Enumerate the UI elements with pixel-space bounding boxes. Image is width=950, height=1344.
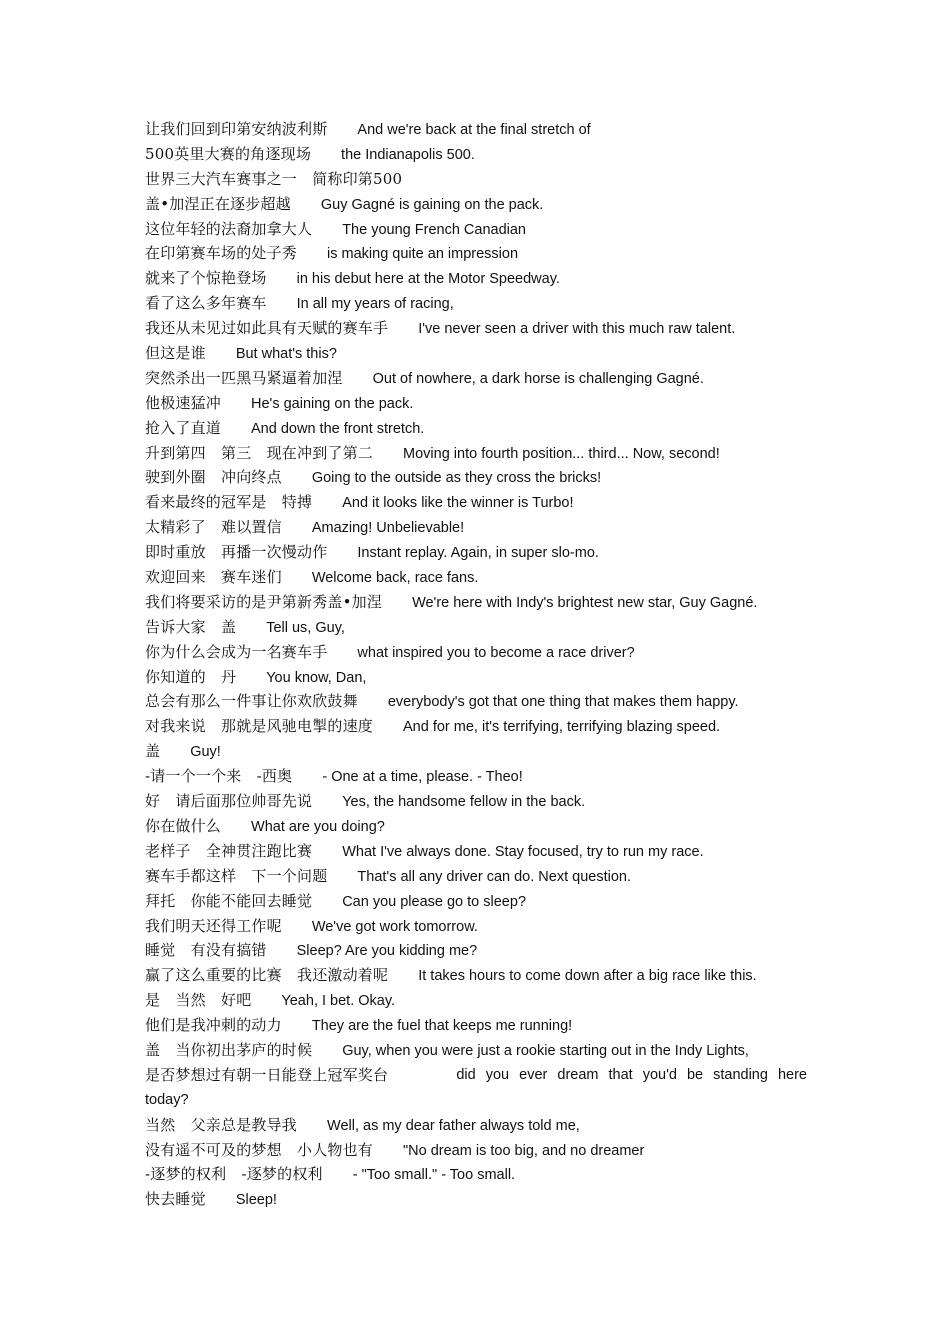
subtitle-line	[145, 366, 807, 391]
english-text: The young French Canadian	[342, 221, 526, 238]
chinese-text: 抢入了直道	[145, 418, 222, 437]
english-text: Guy Gagné is gaining on the pack.	[320, 196, 544, 213]
english-text: And it looks like the winner is Turbo!	[342, 495, 574, 512]
chinese-text: -请一个一个来 -西奥	[145, 767, 293, 786]
english-text: What are you doing?	[251, 818, 385, 835]
subtitle-line	[145, 391, 807, 416]
chinese-text: 让我们回到印第安纳波利斯	[145, 120, 328, 138]
subtitle-line	[145, 167, 807, 192]
subtitle-line	[145, 615, 807, 640]
english-text: is making quite an impression	[327, 246, 519, 263]
chinese-text: 看了这么多年赛车	[145, 294, 267, 313]
subtitle-line	[145, 1187, 807, 1212]
subtitle-line	[145, 1038, 807, 1063]
subtitle-line	[145, 515, 807, 540]
subtitle-line	[145, 914, 807, 939]
chinese-text: 对我来说 那就是风驰电掣的速度	[145, 717, 374, 736]
subtitle-line	[145, 764, 807, 789]
english-text: And we're back at the final stretch of	[357, 122, 591, 138]
subtitle-line	[145, 814, 807, 839]
english-text: In all my years of racing,	[296, 296, 454, 313]
subtitle-line	[145, 341, 807, 366]
chinese-text: 赛车手都这样 下一个问题	[145, 866, 328, 885]
chinese-text: 是 当然 好吧	[145, 991, 252, 1010]
subtitle-line	[145, 988, 807, 1013]
chinese-text: 我们明天还得工作呢	[145, 916, 282, 935]
subtitle-line	[145, 640, 807, 665]
chinese-text: 他极速猛冲	[145, 393, 222, 412]
chinese-text: 看来最终的冠军是 特搏	[145, 493, 313, 512]
chinese-text: 赢了这么重要的比赛 我还激动着呢	[145, 966, 389, 985]
english-text: what inspired you to become a race driver?	[357, 644, 635, 661]
chinese-text: 他们是我冲刺的动力	[145, 1016, 282, 1035]
english-text: Can you please go to sleep?	[342, 893, 527, 910]
subtitle-line	[145, 490, 807, 515]
english-text: Welcome back, race fans.	[311, 570, 479, 587]
subtitle-line	[145, 714, 807, 739]
subtitle-line	[145, 266, 807, 291]
english-text: You know, Dan,	[266, 669, 367, 686]
subtitle-line	[145, 938, 807, 963]
english-text: Guy!	[190, 744, 221, 761]
subtitle-line	[145, 142, 807, 167]
chinese-text: 拜托 你能不能回去睡觉	[145, 891, 313, 910]
chinese-text: 500英里大赛的角逐现场	[145, 144, 312, 163]
english-text: And for me, it's terrifying, terrifying blazing speed.	[403, 719, 721, 736]
english-text: Amazing! Unbelievable!	[311, 520, 465, 537]
english-text: We've got work tomorrow.	[311, 918, 478, 935]
chinese-text: 太精彩了 难以置信	[145, 518, 282, 537]
chinese-text: 这位年轻的法裔加拿大人	[145, 219, 313, 238]
english-text: We're here with Indy's brightest new star, Guy Gagné.	[412, 594, 758, 611]
chinese-text: 世界三大汽车赛事之一 简称印第500	[145, 169, 403, 188]
chinese-text: 好 请后面那位帅哥先说	[145, 792, 313, 811]
english-text: They are the fuel that keeps me running!	[311, 1018, 573, 1035]
chinese-text: 总会有那么一件事让你欢欣鼓舞	[145, 692, 358, 711]
chinese-text: 升到第四 第三 现在冲到了第二	[145, 443, 374, 462]
subtitle-line	[145, 1063, 807, 1088]
subtitle-line	[145, 889, 807, 914]
chinese-text: 欢迎回来 赛车迷们	[145, 568, 282, 587]
english-text: did you ever dream that you'd be standing here	[456, 1066, 807, 1083]
english-text: Guy, when you were just a rookie starting out in the Indy Lights,	[342, 1042, 749, 1059]
subtitle-line	[145, 864, 807, 889]
chinese-text: 我们将要采访的是尹第新秀盖•加涅	[145, 592, 383, 611]
subtitle-line	[145, 192, 807, 217]
subtitle-line	[145, 665, 807, 690]
subtitle-line	[145, 465, 807, 490]
english-text: That's all any driver can do. Next question.	[357, 868, 631, 885]
subtitle-line	[145, 590, 807, 615]
subtitle-line	[145, 416, 807, 441]
english-text: Moving into fourth position... third... Now, second!	[403, 445, 720, 462]
chinese-text: 在印第赛车场的处子秀	[145, 244, 298, 263]
english-text: - One at a time, please. - Theo!	[322, 769, 523, 786]
english-text: Well, as my dear father always told me,	[327, 1117, 580, 1134]
chinese-text: 突然杀出一匹黑马紧逼着加涅	[145, 368, 343, 387]
english-text: Sleep!	[235, 1192, 277, 1209]
subtitle-line-continuation	[145, 1088, 807, 1113]
english-text: He's gaining on the pack.	[251, 395, 414, 412]
subtitle-line	[145, 1013, 807, 1038]
chinese-text: 盖 当你初出茅庐的时候	[145, 1040, 313, 1059]
subtitle-line	[145, 963, 807, 988]
chinese-text: 但这是谁	[145, 344, 206, 363]
chinese-text: 盖•加涅正在逐步超越	[145, 194, 291, 213]
english-text: Yeah, I bet. Okay.	[281, 993, 396, 1010]
english-text: Instant replay. Again, in super slo-mo.	[357, 545, 599, 562]
chinese-text: 没有遥不可及的梦想 小人物也有	[145, 1140, 374, 1159]
english-text: Going to the outside as they cross the bricks!	[311, 470, 602, 487]
chinese-text: 我还从未见过如此具有天赋的赛车手	[145, 319, 389, 338]
chinese-text: 老样子 全神贯注跑比赛	[145, 841, 313, 860]
chinese-text: 盖	[145, 742, 161, 761]
english-text: But what's this?	[235, 346, 337, 363]
subtitle-line	[145, 1138, 807, 1163]
subtitle-line	[145, 241, 807, 266]
english-text: "No dream is too big, and no dreamer	[403, 1142, 645, 1159]
subtitle-line	[145, 739, 807, 764]
english-text: everybody's got that one thing that makes them happy.	[387, 694, 739, 711]
subtitle-line	[145, 217, 807, 242]
subtitle-line	[145, 291, 807, 316]
english-text: I've never seen a driver with this much raw talent.	[418, 321, 736, 338]
english-text: the Indianapolis 500.	[341, 146, 475, 163]
english-text: And down the front stretch.	[251, 420, 425, 437]
subtitle-list	[145, 117, 807, 1212]
subtitle-line	[145, 540, 807, 565]
chinese-text: 睡觉 有没有搞错	[145, 941, 267, 960]
english-text: Tell us, Guy,	[266, 619, 345, 636]
english-text: today?	[145, 1091, 189, 1108]
english-text: Sleep? Are you kidding me?	[296, 943, 478, 960]
subtitle-line	[145, 1113, 807, 1138]
english-text: Yes, the handsome fellow in the back.	[342, 794, 586, 811]
chinese-text: 你在做什么	[145, 816, 222, 835]
chinese-text: -逐梦的权利 -逐梦的权利	[145, 1165, 323, 1184]
chinese-text: 你知道的 丹	[145, 667, 237, 686]
subtitle-line	[145, 441, 807, 466]
english-text: Out of nowhere, a dark horse is challenging Gagné.	[372, 370, 704, 387]
english-text: in his debut here at the Motor Speedway.	[296, 271, 560, 288]
chinese-text: 即时重放 再播一次慢动作	[145, 543, 328, 562]
subtitle-line	[145, 689, 807, 714]
subtitle-line	[145, 789, 807, 814]
subtitle-line	[145, 839, 807, 864]
english-text: It takes hours to come down after a big race like this.	[418, 968, 757, 985]
chinese-text: 快去睡觉	[145, 1190, 206, 1209]
chinese-text: 告诉大家 盖	[145, 617, 237, 636]
subtitle-line	[145, 316, 807, 341]
chinese-text: 驶到外圈 冲向终点	[145, 468, 282, 487]
english-text: - "Too small." - Too small.	[352, 1167, 516, 1184]
chinese-text: 当然 父亲总是教导我	[145, 1115, 298, 1134]
chinese-text: 是否梦想过有朝一日能登上冠军奖台	[145, 1065, 389, 1084]
english-text: What I've always done. Stay focused, try to run my race.	[342, 843, 704, 860]
subtitle-line	[145, 565, 807, 590]
chinese-text: 你为什么会成为一名赛车手	[145, 642, 328, 661]
subtitle-line	[145, 1162, 807, 1187]
subtitle-line	[145, 117, 807, 142]
chinese-text: 就来了个惊艳登场	[145, 269, 267, 288]
